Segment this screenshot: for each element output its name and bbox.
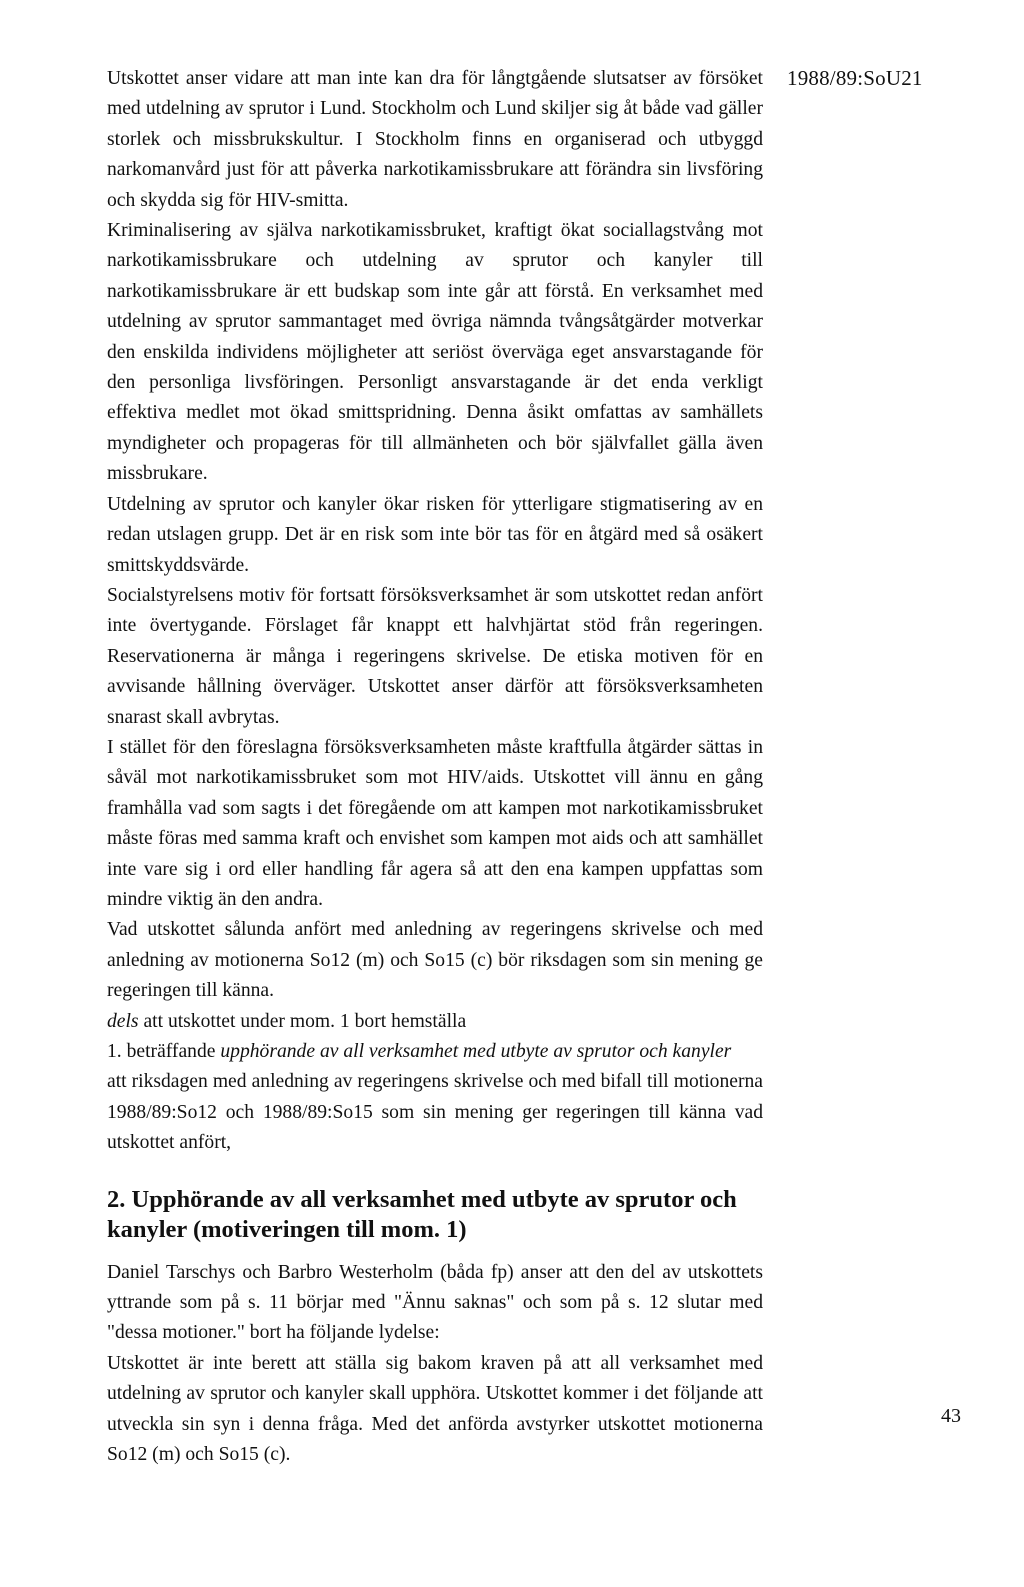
item-prefix: beträffande	[121, 1041, 221, 1062]
proposal-intro	[107, 1007, 763, 1037]
paragraph: Utskottet anser vidare att man inte kan dra för långtgående slutsatser av försöket med utdelning av sprutor i Lund. Stockholm och Lund skiljer sig åt både vad gäller storlek och missbrukskultur. I Stockholm finns en organiserad och utbyggd narkomanvård just för att påverka narkotikamissbrukare att förändra sin livsföring och skydda sig för HIV-smitta.	[107, 68, 763, 211]
item-number: 1.	[107, 1041, 122, 1062]
paragraph: Daniel Tarschys och Barbro Westerholm (båda fp) anser att den del av utskottets yttrande som på s. 11 börjar med "Ännu saknas" och som på s. 12 slutar med "dessa motioner." bort ha följande lydelse:	[107, 1261, 763, 1344]
paragraph: Utskottet är inte berett att ställa sig bakom kraven på att all verksamhet med utdelning av sprutor och kanyler skall upphöra. Utskottet kommer i det följande att utveckla sin syn i denna fråga. Med det anförda avstyrker utskottet motionerna So12 (m) och So15 (c).	[107, 1352, 763, 1466]
body-text	[107, 64, 763, 1470]
paragraph: Socialstyrelsens motiv för fortsatt försöksverksamhet är som utskottet redan anfört inte övertygande. Förslaget får knappt ett halvhjärtat stöd från regeringen. Reservationerna är många i regeringens skrivelse. De etiska motiven för en avvisande hållning överväger. Utskottet anser därför att försöksverksamheten snarast skall avbrytas.	[107, 584, 763, 728]
paragraph: I stället för den föreslagna försöksverksamheten måste kraftfulla åtgärder sättas in såväl mot narkotikamissbruket som mot HIV/aids. Utskottet vill ännu en gång framhålla vad som sagts i det föregående om att kampen mot narkotikamissbruket måste föras med samma kraft och envishet som kampen mot aids och att samhället inte vare sig i ord eller handling får agera så att den ena kampen uppfattas som mindre viktig än den andra.	[107, 736, 763, 910]
page-number: 43	[941, 1405, 961, 1427]
proposal-item-text: att riksdagen med anledning av regeringens skrivelse och med bifall till motionerna 1988/89:So12 och 1988/89:So15 som sin mening ger regeringen till känna vad utskottet anfört,	[107, 1071, 763, 1154]
paragraph: Kriminalisering av själva narkotikamissbruket, kraftigt ökat sociallagstvång mot narkotikamissbrukare och utdelning av sprutor och kanyler till narkotikamissbrukare är ett budskap som inte går att förstå. En verksamhet med utdelning av sprutor sammantaget med övriga nämnda tvångsåtgärder motverkar den enskilda individens möjligheter att seriöst överväga eget ansvarstagande för den personliga livsföringen. Personligt ansvarstagande är det enda verkligt effektiva medlet mot ökad smittspridning. Denna åsikt omfattas av samhällets myndigheter och propageras för till allmänheten och bör självfallet gälla även missbrukare.	[107, 220, 763, 485]
proposal-item	[107, 1037, 763, 1067]
paragraph: Vad utskottet sålunda anfört med anledning av regeringens skrivelse och med anledning av motionerna So12 (m) och So15 (c) bör riksdagen som sin mening ge regeringen till känna.	[107, 919, 763, 1002]
paragraph: Utdelning av sprutor och kanyler ökar risken för ytterligare stigmatisering av en redan utslagen grupp. Det är en risk som inte bör tas för en åtgärd med så osäkert smittskyddsvärde.	[107, 493, 763, 576]
document-id: 1988/89:SoU21	[787, 66, 923, 90]
proposal-intro-text: att utskottet under mom. 1 bort hemställa	[138, 1010, 467, 1032]
item-title: upphörande av all verksamhet med utbyte av sprutor och kanyler	[220, 1041, 732, 1062]
section-heading: 2. Upphörande av all verksamhet med utbyte av sprutor och kanyler (motiveringen till mom. 1)	[107, 1185, 737, 1244]
dels-word: dels	[107, 1010, 139, 1032]
